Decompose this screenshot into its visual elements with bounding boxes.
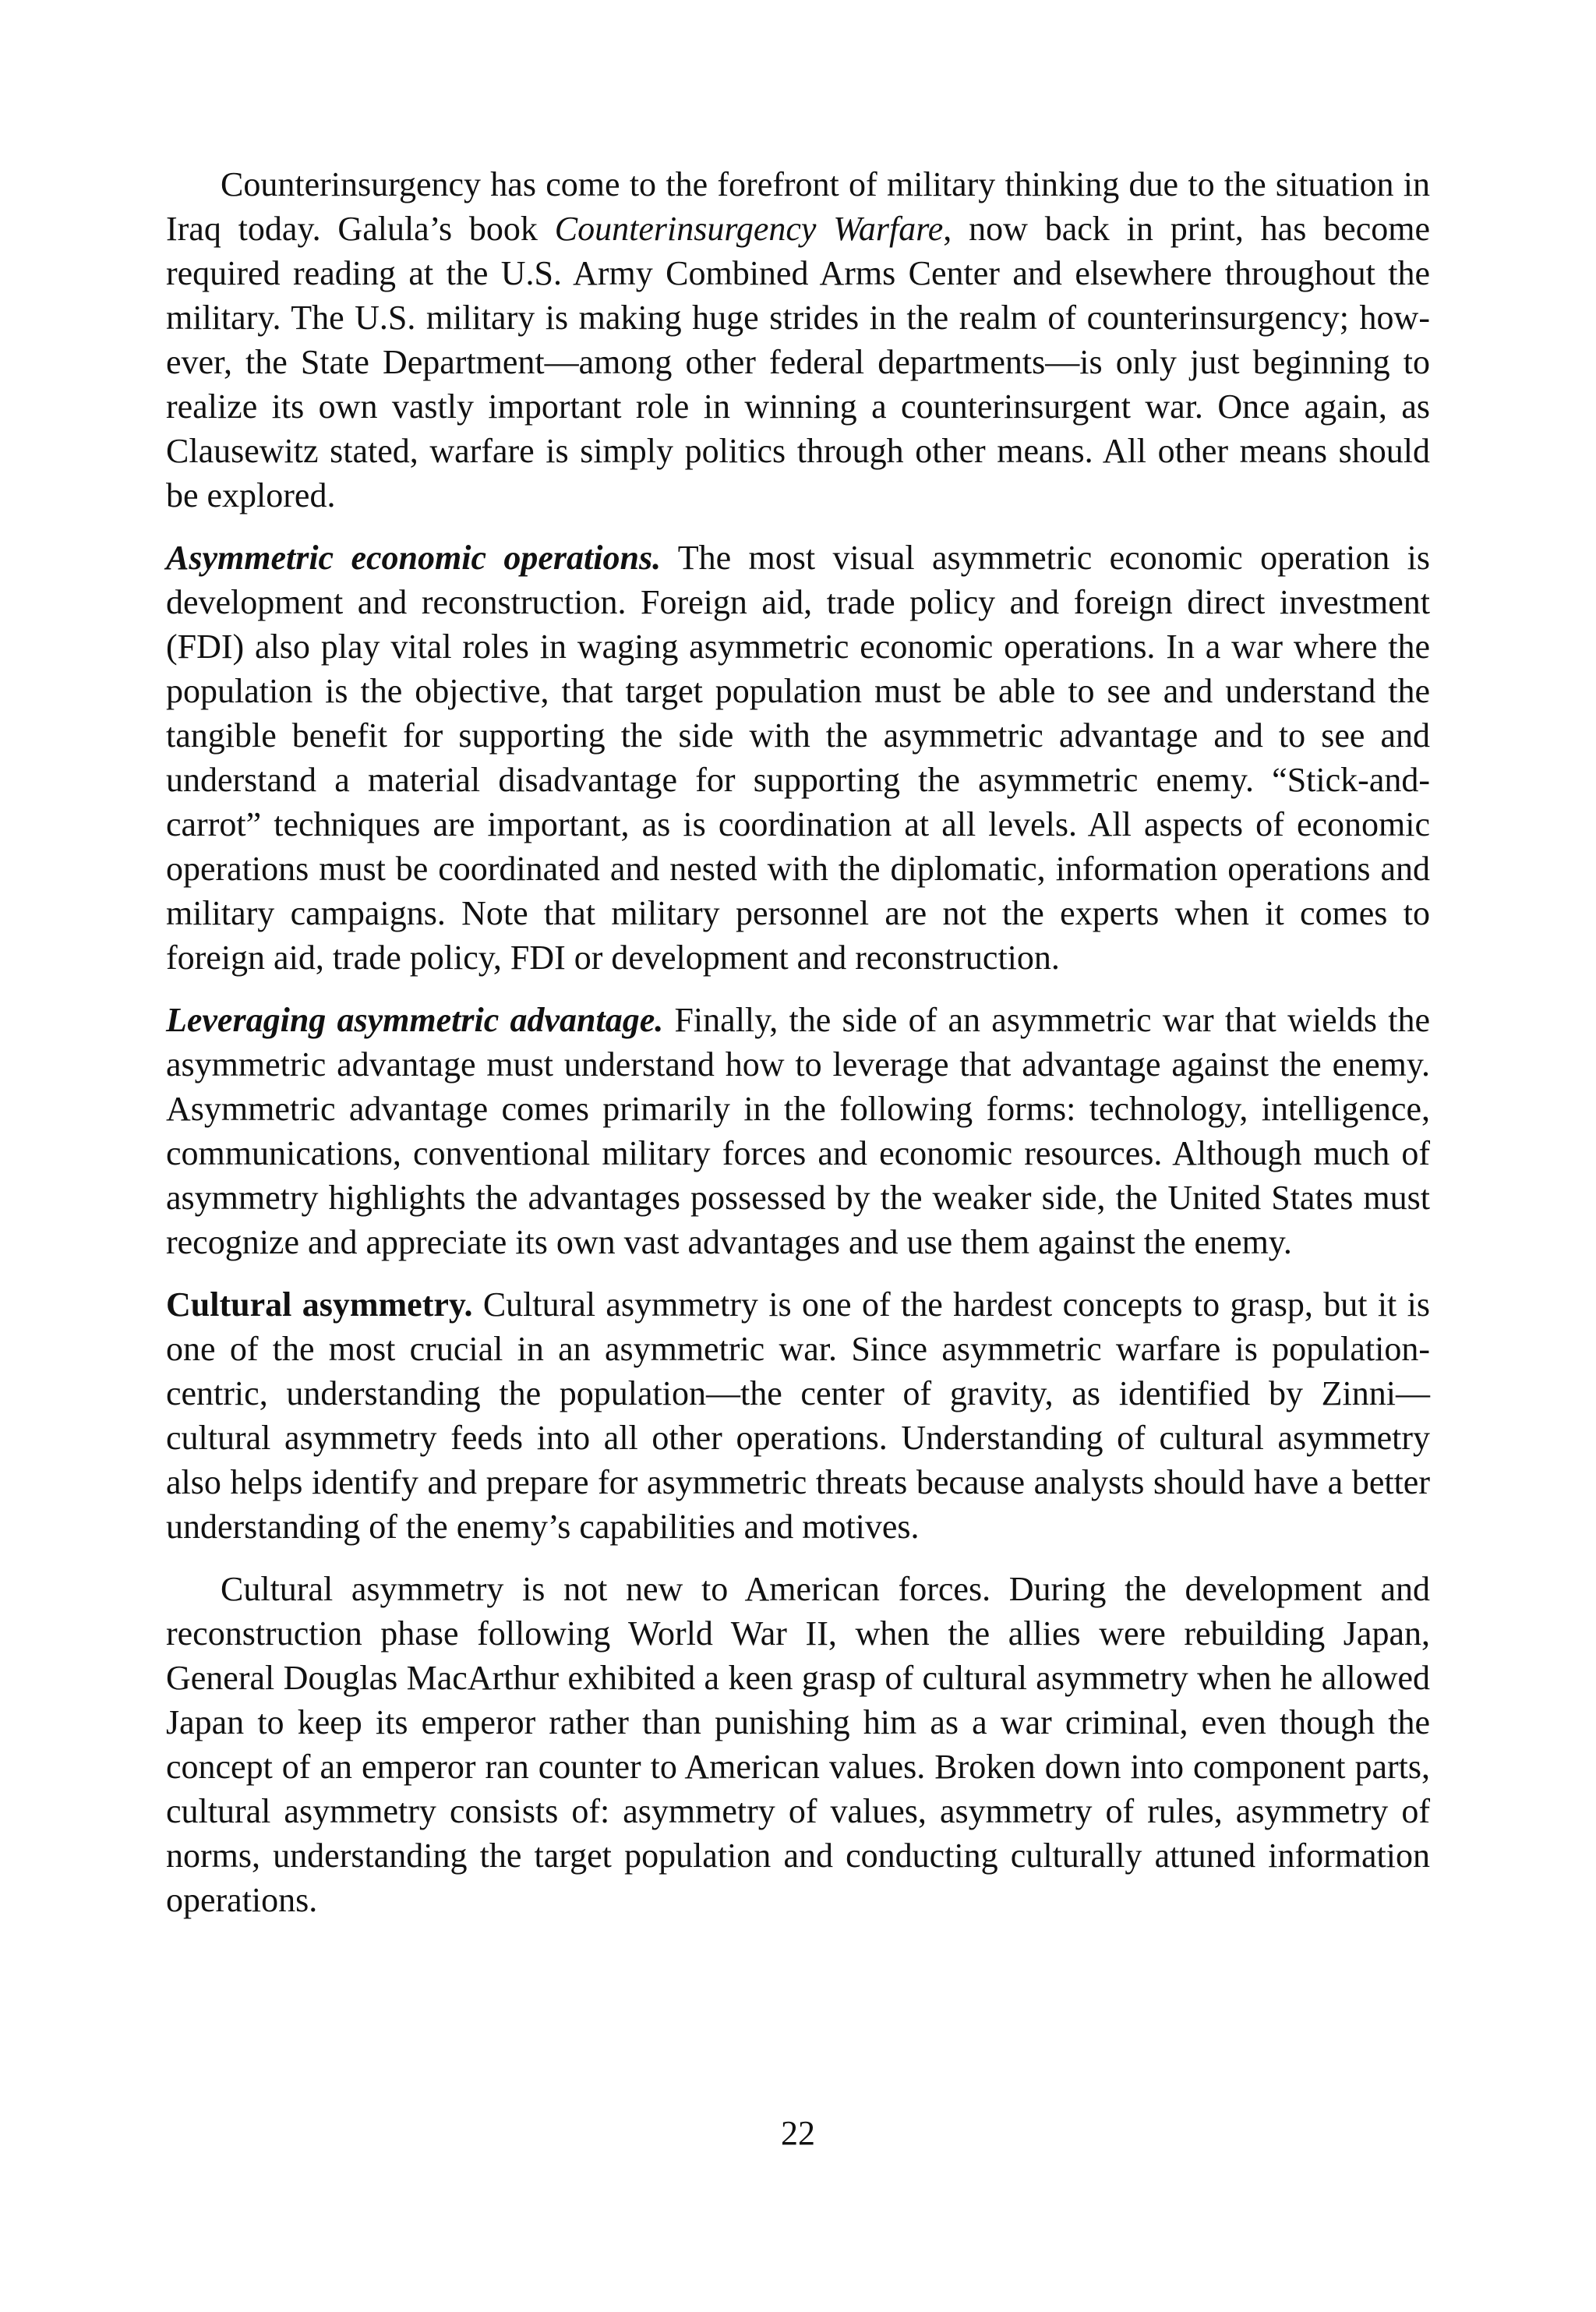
paragraph-counterinsurgency [166,162,1430,518]
book-title-counterinsurgency-warfare: Counterinsurgency Warfare [554,210,944,248]
section-heading-leveraging-asymmetric-advantage: Leveraging asymmetric advantage. [166,1001,664,1039]
paragraph-text: , now back in print, has become required reading at the U.S. Army Combined Arms Center and elsewhere throughout the military. The U.S. military is making huge strides in the realm of counterinsurgency; however, the State Department—among other federal departments—is only just beginning to realize its own vastly important role in winning a counterinsurgent war. Once again, as Clausewitz stated, warfare is simply politics through other means. All other means should be explored. [166,210,1430,514]
paragraph-asymmetric-economic-operations [166,536,1430,980]
paragraph-text: Cultural asymmetry is not new to American forces. During the development and reconstruction phase following World War II, when the allies were rebuilding Japan, General Douglas MacArthur exhibited a keen grasp of cultural asymmetry when he allowed Japan to keep its emperor rather than punishing him as a war criminal, even though the concept of an emperor ran counter to American values. Broken down into component parts, cultural asymmetry consists of: asymmetry of values, asymmetry of rules, asymmetry of norms, understanding the target population and conducting culturally attuned information operations. [166,1570,1430,1919]
paragraph-text: The most visual asymmetric economic operation is development and reconstruction. Foreign aid, trade policy and foreign direct investment (FDI) also play vital roles in waging asymmetric economic operations. In a war where the population is the objective, that target population must be able to see and understand the tangible benefit for supporting the side with the asymmetric advantage and to see and understand a material disadvantage for supporting the asymmetric enemy. “Stick-and-carrot” techniques are important, as is coordination at all levels. All aspects of economic operations must be coordinated and nested with the diplomatic, information operations and military campaigns. Note that military personnel are not the experts when it comes to foreign aid, trade policy, FDI or development and reconstruction. [166,539,1430,977]
paragraph-cultural-asymmetry [166,1282,1430,1549]
page-number: 22 [781,2114,815,2152]
paragraph-text: Counterinsurgency has come to the forefront of military thinking due to the situation in Iraq today. Galula’s book [166,165,1430,248]
section-heading-cultural-asymmetry: Cultural asymmetry. [166,1285,473,1324]
paragraph-leveraging-asymmetric-advantage [166,998,1430,1264]
section-heading-asymmetric-economic-operations: Asymmetric economic operations. [166,539,662,577]
paragraph-cultural-asymmetry-history [166,1567,1430,1922]
paragraph-text: Cultural asymmetry is one of the hardest concepts to grasp, but it is one of the most crucial in an asymmetric war. Since asymmetric warfare is population-centric, understanding the population—the center of gravity, as identified by Zinni—cultural asymmetry feeds into all other operations. Understanding of cultural asymmetry also helps identify and prepare for asymmetric threats because analysts should have a better understanding of the enemy’s capabilities and motives. [166,1285,1430,1546]
page-body [166,162,1430,1940]
paragraph-text: Finally, the side of an asymmetric war that wields the asymmetric advantage must understand how to leverage that advantage against the enemy. Asymmetric advantage comes primarily in the following forms: technology, intelligence, communications, conventional military forces and economic resources. Although much of asymmetry highlights the advantages possessed by the weaker side, the United States must recognize and appreciate its own vast advantages and use them against the enemy. [166,1001,1430,1261]
